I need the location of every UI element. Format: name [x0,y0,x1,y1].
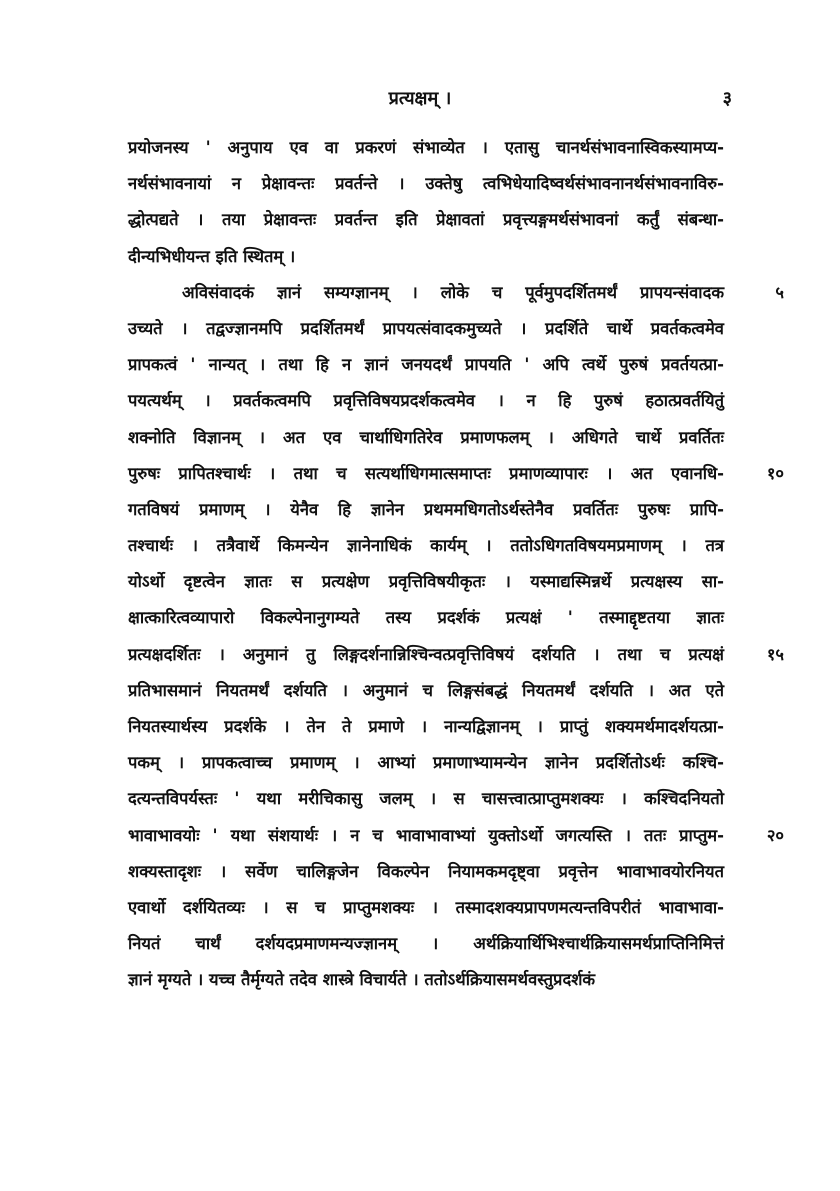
text-line [128,926,724,962]
line-text: गतविषयं प्रमाणम् । येनैव हि ज्ञानेन प्रथममधिगतोऽर्थस्तेनैव प्रवर्तितः पुरुषः प्रापि- [128,499,724,519]
text-line [128,311,724,347]
text-line [128,890,724,926]
running-title: प्रत्यक्षम् । [388,88,452,109]
text-line [128,528,724,564]
line-text: योऽर्थो दृष्टत्वेन ज्ञातः स प्रत्यक्षेण प्रवृत्तिविषयीकृतः । यस्माद्यस्मिन्नर्थे प्रत्यक्षस्य सा- [128,572,724,592]
line-text: शक्नोति विज्ञानम् । अत एव चार्थाधिगतिरेव प्रमाणफलम् । अधिगते चार्थे प्रवर्तितः [128,427,724,447]
text-line [128,456,784,492]
line-text: नियतं चार्थं दर्शयदप्रमाणमन्यज्ज्ञानम् । अर्थक्रियार्थिभिश्चार्थक्रियासमर्थप्राप्तिनिमित्तं [128,934,724,954]
line-number: १० [766,463,784,483]
line-text: दत्यन्तविपर्यस्तः ' यथा मरीचिकासु जलम् । स चासत्त्वात्प्राप्तुमशक्यः । कश्चिदनियतो [128,789,724,809]
line-text: पुरुषः प्रापितश्चार्थः । तथा च सत्यर्थाधिगमात्समाप्तः प्रमाणव्यापारः । अत एवानधि- [128,463,724,483]
text-line [128,781,724,817]
text-line [128,600,724,636]
line-text: नियतस्यार्थस्य प्रदर्शके । तेन ते प्रमाणे । नान्यद्विज्ञानम् । प्राप्तुं शक्यमर्थमादर्शयत्प्रा- [128,717,724,736]
line-text: क्षात्कारित्वव्यापारो विकल्पेनानुगम्यते तस्य प्रदर्शकं प्रत्यक्षं ' तस्माद्दृष्टतया ज्ञातः [128,608,724,628]
text-line [128,745,724,781]
page-number: ३ [722,88,732,109]
line-text: दीन्यभिधीयन्त इति स्थितम् । [128,246,296,266]
text-line [128,637,784,673]
text-line [128,166,724,202]
text-line [128,202,724,238]
text-line [128,962,724,998]
text-line [128,709,724,745]
text-line [128,383,724,419]
line-number: ५ [775,282,784,302]
body-text [128,130,784,999]
text-line [128,239,724,275]
line-text: तश्चार्थः । तत्रैवार्थे किमन्येन ज्ञानेनाधिकं कार्यम् । ततोऽधिगतविषयमप्रमाणम् । तत्र [128,536,724,556]
page-header [0,84,840,114]
text-line [128,492,724,528]
text-line [128,130,724,166]
line-text: पकम् । प्रापकत्वाच्च प्रमाणम् । आभ्यां प्रमाणाभ्यामन्येन ज्ञानेन प्रदर्शितोऽर्थः कश्चि- [128,753,724,773]
line-text: उच्यते । तद्वज्ज्ञानमपि प्रदर्शितमर्थं प्रापयत्संवादकमुच्यते । प्रदर्शिते चार्थे प्रवर्तकत्वमेव [128,318,724,338]
line-text: प्रतिभासमानं नियतमर्थं दर्शयति । अनुमानं च लिङ्गसंबद्धं नियतमर्थं दर्शयति । अत एते [128,680,724,700]
line-text: पयत्यर्थम् । प्रवर्तकत्वमपि प्रवृत्तिविषयप्रदर्शकत्वमेव । न हि पुरुषं हठात्प्रवर्तयितुं [128,391,724,411]
line-text: द्धोत्पद्यते । तया प्रेक्षावन्तः प्रवर्तन्त इति प्रेक्षावतां प्रवृत्त्यङ्गमर्थसंभावनां कर्तुं संबन्धा- [128,210,724,230]
text-line [128,420,724,456]
text-line [128,347,724,383]
line-number: २० [766,825,784,845]
text-line [128,818,784,854]
line-text: शक्यस्तादृशः । सर्वेण चालिङ्गजेन विकल्पेन नियामकमदृष्ट्वा प्रवृत्तेन भावाभावयोरनियत [128,861,724,881]
text-line [128,854,724,890]
text-line [128,275,784,311]
line-text: एवार्थो दर्शयितव्यः । स च प्राप्तुमशक्यः । तस्मादशक्यप्रापणमत्यन्तविपरीतं भावाभावा- [128,897,724,917]
line-number: १५ [766,644,784,664]
line-text: प्रापकत्वं ' नान्यत् । तथा हि न ज्ञानं जनयदर्थं प्रापयति ' अपि त्वर्थे पुरुषं प्रवर्तयत्प्रा- [128,355,724,375]
line-text: प्रयोजनस्य ' अनुपाय एव वा प्रकरणं संभाव्येत । एतासु चानर्थसंभावनास्विकस्यामप्य- [128,138,724,157]
line-text: प्रत्यक्षदर्शितः । अनुमानं तु लिङ्गदर्शनान्निश्चिन्वत्प्रवृत्तिविषयं दर्शयति । तथा च प्रत्यक्षं [128,644,724,664]
text-line [128,564,724,600]
text-line [128,673,724,709]
line-text: भावाभावयोः ' यथा संशयार्थः । न च भावाभावाभ्यां युक्तोऽर्थो जगत्यस्ति । ततः प्राप्तुम- [128,825,724,845]
line-text: नर्थसंभावनायां न प्रेक्षावन्तः प्रवर्तन्ते । उक्तेषु त्वभिधेयादिष्वर्थसंभावनानर्थसंभावनाविरु- [128,174,724,194]
line-text: ज्ञानं मृग्यते । यच्च तैर्मृग्यते तदेव शास्त्रे विचार्यते । ततोऽर्थक्रियासमर्थवस्तुप्रदर्शकं [128,970,596,990]
line-text: अविसंवादकं ज्ञानं सम्यग्ज्ञानम् । लोके च पूर्वमुपदर्शितमर्थं प्रापयन्संवादक [182,282,724,302]
